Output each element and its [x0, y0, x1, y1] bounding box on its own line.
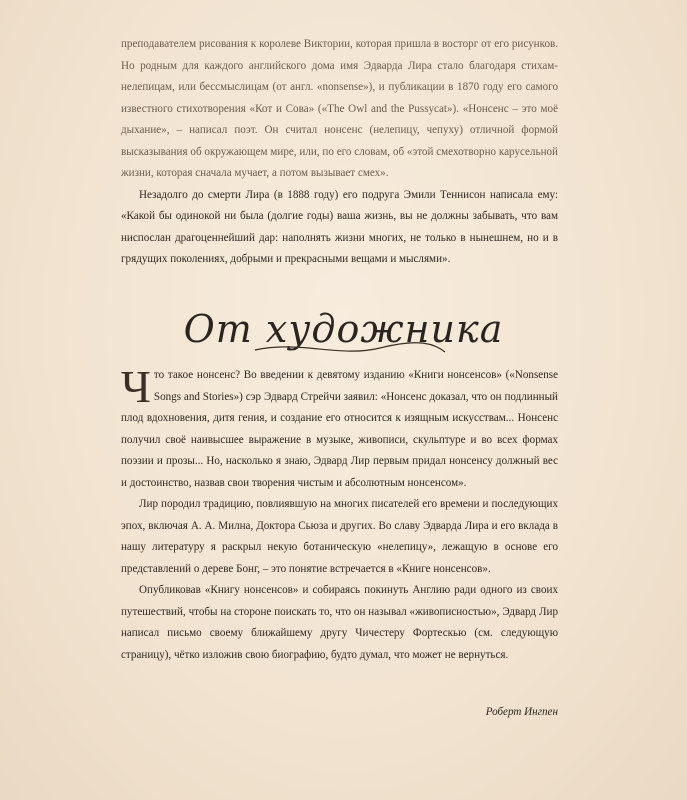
top-paragraph-1: преподавателем рисования к королеве Виктории, которая пришла в восторг от его рисунков. Но родным для каждого английского дома имя Эдварда Лира стало благодаря стихам-нелепицам, или бессмыслицам (от англ. «nonsense»), и публикации в 1870 году его самого известного стихотворения «Кот и Сова» («The Owl and the Pussycat»). «Нонсенс – это моё дыхание», – написал поэт. Он считал нонсенс (нелепицу, чепуху) отличной формой высказывания об окружающем мире, или, по его словам, об «этой смехотворно карусельной жизни, которая сначала мучает, а потом вызывает смех».: [121, 38, 558, 179]
main-paragraph-2: Лир породил традицию, повлиявшую на многих писателей его времени и последующих эпох, включая А. А. Милна, Доктора Сьюза и других. Во славу Эдварда Лира и его вклада в нашу литературу я раскрыл некую ботаническую «нелепицу», лежащую в основе его представлений о дереве Бонг, – это понятие встречается в «Книге нонсенсов».: [121, 498, 558, 575]
top-text-block: [121, 34, 558, 271]
main-text-block: [121, 361, 558, 666]
top-paragraph-2: Незадолго до смерти Лира (в 1888 году) его подруга Эмили Теннисон написала ему: «Какой бы одинокой ни была (долгие годы) ваша жизнь, вы не должны забывать, что вам ниспослан драгоценнейший дар: наполнять жизни многих, не только в нынешнем, но и в грядущих поколениях, добрыми и прекрасными вещами и мыслями».: [121, 188, 558, 265]
section-heading: От художника: [183, 307, 504, 351]
author-signature: Роберт Ингпен: [485, 706, 558, 718]
main-paragraph-1: [121, 361, 558, 494]
heading-flourish-ornament: [250, 338, 450, 360]
main-paragraph-3: Опубликовав «Книгу нонсенсов» и собираясь покинуть Англию ради одного из своих путешествий, чтобы на стороне поискать то, что он называл «живописностью», Эдвард Лир написал письмо своему ближайшему другу Чичестеру Фортескью (см. следующую страницу), чётко изложив свою биографию, будто думал, что может не вернуться.: [121, 584, 558, 661]
drop-cap: Ч: [121, 361, 151, 412]
main-paragraph-1-text: то такое нонсенс? Во введении к девятому изданию «Книги нонсенсов» («Nonsense Songs and Stories») сэр Эдвард Стрейчи заявил: «Нонсенс доказал, что он подлинный плод вдохновения, дитя гения, и создание его относится к изящным искусствам... Нонсенс получил своё наивысшее выражение в музыке, живописи, скульптуре и во всех формах поэзии и прозы... Но, насколько я знаю, Эдвард Лир первым придал нонсенсу должный вес и достоинство, назвав свои творения чистым и абсолютным нонсенсом».: [121, 369, 558, 489]
